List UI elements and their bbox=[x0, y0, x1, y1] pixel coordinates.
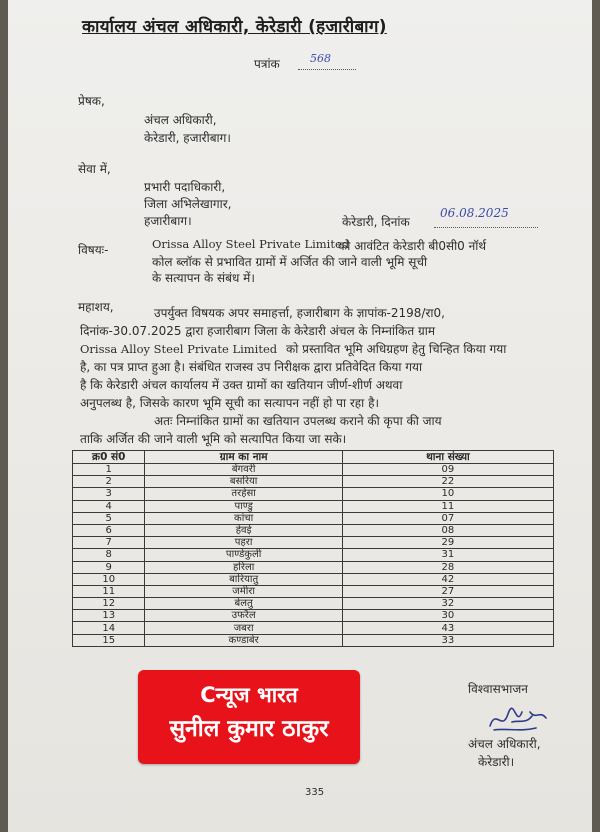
serial-cell: 11 bbox=[73, 585, 145, 597]
signatory-office: केरेडारी। bbox=[478, 755, 515, 769]
table-row bbox=[73, 585, 554, 597]
table-row bbox=[73, 634, 554, 646]
table-row bbox=[73, 573, 554, 585]
village-cell: तरहेसा bbox=[145, 488, 342, 500]
body-line5: है कि केरेडारी अंचल कार्यालय में उक्त ग्रामों का खतियान जीर्ण-शीर्ण अथवा bbox=[80, 378, 403, 392]
letter-number-value: 568 bbox=[310, 52, 331, 65]
village-cell: बेंगवरी bbox=[145, 464, 342, 476]
table-row bbox=[73, 488, 554, 500]
subject-line1: को आवंटित केरेडारी बी0सी0 नॉर्थ bbox=[338, 239, 487, 253]
serial-cell: 5 bbox=[73, 512, 145, 524]
serial-cell: 1 bbox=[73, 464, 145, 476]
table-row bbox=[73, 500, 554, 512]
column-header: क्र0 सं0 bbox=[73, 451, 145, 464]
body-line2: दिनांक-30.07.2025 द्वारा हजारीबाग जिला के केरेडारी अंचल के निम्नांकित ग्राम bbox=[80, 324, 436, 338]
body-line1: उपर्युक्त विषयक अपर समाहर्त्ता, हजारीबाग के ज्ञापांक-2198/रा0, bbox=[154, 306, 445, 320]
village-cell: हरिला bbox=[145, 561, 342, 573]
body-line3-company: Orissa Alloy Steel Private Limited bbox=[80, 342, 278, 356]
table-row bbox=[73, 610, 554, 622]
table-row bbox=[73, 476, 554, 488]
body-line8: ताकि अर्जित की जाने वाली भूमि को सत्यापित किया जा सके। bbox=[80, 432, 347, 446]
table-row bbox=[73, 549, 554, 561]
village-cell: हेवई bbox=[145, 524, 342, 536]
village-cell: जमीरा bbox=[145, 585, 342, 597]
thana-cell: 33 bbox=[342, 634, 553, 646]
serial-cell: 3 bbox=[73, 488, 145, 500]
body-line6: अनुपलब्ध है, जिसके कारण भूमि सूची का सत्यापन नहीं हो पा रहा है। bbox=[80, 396, 380, 410]
serial-cell: 9 bbox=[73, 561, 145, 573]
village-cell: उफरैल bbox=[145, 610, 342, 622]
village-cell: जबरा bbox=[145, 622, 342, 634]
subject-company: Orissa Alloy Steel Private Limited bbox=[152, 237, 350, 251]
column-header: थाना संख्या bbox=[342, 451, 553, 464]
signature bbox=[486, 702, 550, 736]
serial-cell: 10 bbox=[73, 573, 145, 585]
recipient-label: सेवा में, bbox=[78, 162, 111, 176]
table-row bbox=[73, 598, 554, 610]
thana-cell: 30 bbox=[342, 610, 553, 622]
body-line4: है, का पत्र प्राप्त हुआ है। संबंधित राजस्व उप निरीक्षक द्वारा प्रतिवेदित किया गया bbox=[80, 360, 423, 374]
serial-cell: 13 bbox=[73, 610, 145, 622]
table-header-row bbox=[73, 451, 554, 464]
table-row bbox=[73, 537, 554, 549]
serial-cell: 8 bbox=[73, 549, 145, 561]
body-line7: अतः निम्नांकित ग्रामों का खतियान उपलब्ध कराने की कृपा की जाय bbox=[154, 414, 442, 428]
column-header: ग्राम का नाम bbox=[145, 451, 342, 464]
subject-label: विषयः- bbox=[78, 243, 109, 257]
watermark-line1: Cन्यूज भारत bbox=[200, 683, 298, 707]
thana-cell: 10 bbox=[342, 488, 553, 500]
sender-label: प्रेषक, bbox=[78, 94, 105, 108]
village-cell: बेलतु bbox=[145, 598, 342, 610]
village-cell: पाण्डु bbox=[145, 500, 342, 512]
serial-cell: 2 bbox=[73, 476, 145, 488]
serial-cell: 12 bbox=[73, 598, 145, 610]
table-row bbox=[73, 524, 554, 536]
closing-label: विश्वासभाजन bbox=[468, 682, 528, 696]
date-label: केरेडारी, दिनांक bbox=[342, 215, 410, 229]
thana-cell: 07 bbox=[342, 512, 553, 524]
thana-cell: 22 bbox=[342, 476, 553, 488]
thana-cell: 28 bbox=[342, 561, 553, 573]
village-cell: बारियातु bbox=[145, 573, 342, 585]
page-number: 335 bbox=[305, 787, 325, 798]
news-watermark-badge bbox=[138, 670, 360, 764]
body-line3: को प्रस्तावित भूमि अधिग्रहण हेतु चिन्हित किया गया bbox=[286, 342, 507, 356]
village-cell: कांचा bbox=[145, 512, 342, 524]
thana-cell: 42 bbox=[342, 573, 553, 585]
thana-cell: 08 bbox=[342, 524, 553, 536]
signatory-title: अंचल अधिकारी, bbox=[468, 737, 541, 751]
serial-cell: 6 bbox=[73, 524, 145, 536]
table-row bbox=[73, 464, 554, 476]
village-cell: पाण्डेकुली bbox=[145, 549, 342, 561]
recipient-line2: जिला अभिलेखागार, bbox=[144, 197, 232, 211]
recipient-line3: हजारीबाग। bbox=[144, 214, 192, 228]
letter-number-label: पत्रांक bbox=[254, 57, 280, 71]
subject-line3: के सत्यापन के संबंध में। bbox=[152, 271, 255, 285]
sender-line1: अंचल अधिकारी, bbox=[144, 113, 217, 127]
salutation: महाशय, bbox=[78, 300, 114, 314]
thana-cell: 29 bbox=[342, 537, 553, 549]
table-row bbox=[73, 561, 554, 573]
thana-cell: 31 bbox=[342, 549, 553, 561]
table-row bbox=[73, 512, 554, 524]
subject-line2: कोल ब्लॉक से प्रभावित ग्रामों में अर्जित की जाने वाली भूमि सूची bbox=[152, 255, 428, 269]
village-cell: बसरिया bbox=[145, 476, 342, 488]
serial-cell: 7 bbox=[73, 537, 145, 549]
serial-cell: 4 bbox=[73, 500, 145, 512]
page-title: कार्यालय अंचल अधिकारी, केरेडारी (हजारीबाग) bbox=[82, 17, 387, 37]
recipient-line1: प्रभारी पदाधिकारी, bbox=[144, 180, 226, 194]
watermark-line2: सुनील कुमार ठाकुर bbox=[169, 716, 329, 742]
thana-cell: 09 bbox=[342, 464, 553, 476]
thana-cell: 11 bbox=[342, 500, 553, 512]
table-row bbox=[73, 622, 554, 634]
date-value: 06.08.2025 bbox=[440, 206, 509, 220]
thana-cell: 43 bbox=[342, 622, 553, 634]
thana-cell: 32 bbox=[342, 598, 553, 610]
village-table bbox=[72, 450, 554, 647]
serial-cell: 14 bbox=[73, 622, 145, 634]
village-cell: कण्डाबेर bbox=[145, 634, 342, 646]
serial-cell: 15 bbox=[73, 634, 145, 646]
thana-cell: 27 bbox=[342, 585, 553, 597]
village-cell: पहरा bbox=[145, 537, 342, 549]
sender-line2: केरेडारी, हजारीबाग। bbox=[144, 131, 231, 145]
